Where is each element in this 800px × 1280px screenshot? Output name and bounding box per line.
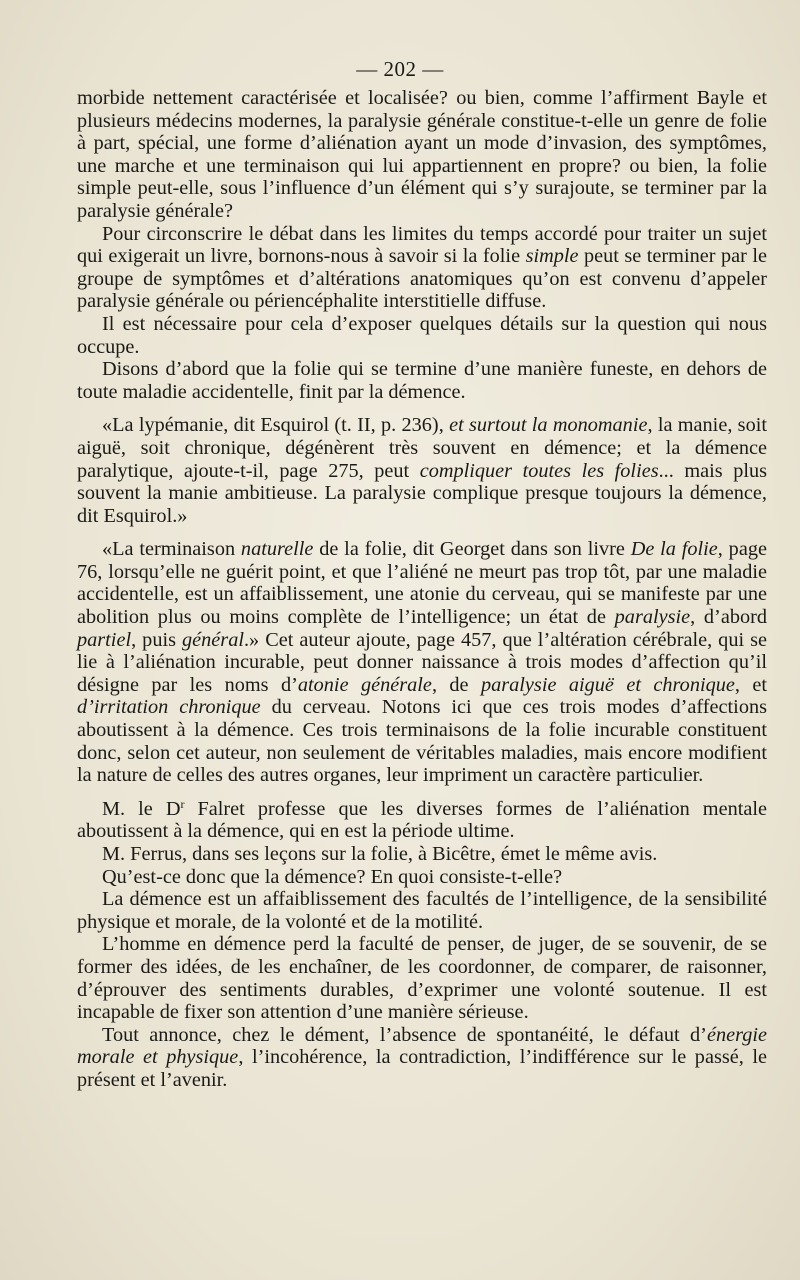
text-run: , et <box>734 673 767 696</box>
text-run: , d’abord <box>690 606 767 629</box>
italic-run: paralysie <box>614 606 691 629</box>
text-run: La démence est un affaiblissement des facultés de l’intelligence, de la sensibilité physique et morale, de la volonté et de la motilité. <box>77 888 767 933</box>
italic-run: général <box>182 628 244 651</box>
text-run: , page 76, lorsqu’elle ne guérit point, et que l’aliéné ne meurt pas trop tôt, par une maladie accidentelle, est un affaiblissement, une atonie du cerveau, qui se manifeste par une abolition plus ou moins complète de l’intelligence; un état de <box>77 538 767 629</box>
italic-run: et surtout la monomanie <box>449 414 648 437</box>
italic-run: naturelle <box>240 538 314 561</box>
body-text <box>77 87 767 1092</box>
text-run: Disons d’abord que la folie qui se termine d’une manière funeste, en dehors de toute maladie accidentelle, finit par la démence. <box>77 358 767 403</box>
text-run: du cerveau. Notons ici que ces trois modes d’affections aboutissent à la démence. Ces trois terminaisons de la folie incurable constituent donc, selon cet auteur, non seulement de véritables maladies, mais encore modifient la nature de celles des autres organes, leur impriment un caractère particulier. <box>77 696 767 787</box>
italic-run: De la folie <box>630 538 718 561</box>
text-run: Pour circonscrire le débat dans les limites du temps accordé pour traiter un sujet qui exigerait un livre, bornons-nous à savoir si la folie <box>77 222 767 268</box>
italic-run: paralysie aiguë et chronique <box>480 673 735 696</box>
italic-run: compliquer toutes les folies <box>419 459 659 482</box>
text-run: .» Cet auteur ajoute, page 457, que l’altération cérébrale, qui se lie à l’aliénation incurable, peut donner naissance à trois modes d’affection qu’il désigne par les noms d’ <box>77 628 767 696</box>
paragraph-3 <box>77 313 767 358</box>
italic-run: énergie morale et physique <box>77 1023 767 1069</box>
text-run: , la manie, soit aiguë, soit chronique, dégénèrent très souvent en démence; et la démence paralytique, ajoute-t-il, page 275, peut <box>77 414 767 482</box>
text-run: «La terminaison <box>102 538 241 561</box>
text-run: Qu’est-ce donc que la démence? En quoi consiste-t-elle? <box>102 865 563 888</box>
quote-esquirol <box>77 414 767 527</box>
text-run: , puis <box>131 628 183 651</box>
italic-run: simple <box>525 245 579 268</box>
italic-run: partiel <box>77 628 132 651</box>
text-run: de la folie, dit Georget dans son livre <box>313 538 631 561</box>
paragraph-4 <box>77 358 767 403</box>
paragraph-definition <box>77 888 767 933</box>
text-run: «La lypémanie, dit Esquirol (t. II, p. 236), <box>102 414 450 437</box>
paragraph-conclusion <box>77 1024 767 1092</box>
text-run: M. le D <box>102 797 181 820</box>
italic-run: atonie générale <box>297 673 432 696</box>
text-run: morbide nettement caractérisée et localisée? ou bien, comme l’affirment Bayle et plusieurs médecins modernes, la paralysie générale constitue-t-elle un genre de folie à part, spécial, une forme d’aliénation ayant un mode d’invasion, des symptômes, une marche et une terminaison qui lui appartiennent en propre? ou bien, la folie simple peut-elle, sous l’influence d’un élément qui s’y surajoute, se terminer par la paralysie générale? <box>77 87 767 222</box>
superscript-run: r <box>180 796 185 811</box>
text-run: Il est nécessaire pour cela d’exposer quelques détails sur la question qui nous occupe. <box>77 312 767 358</box>
text-run: Falret professe que les diverses formes de l’aliénation mentale aboutissent à la démence, qui en est la période ultime. <box>77 797 767 843</box>
text-run: peut se terminer par le groupe de symptômes et d’altérations anatomiques qu’on est convenu d’appeler paralysie générale ou périencéphalite interstitielle diffuse. <box>77 245 767 313</box>
paragraph-ferrus <box>77 843 767 866</box>
text-run: Tout annonce, chez le dément, l’absence de spontanéité, le défaut d’ <box>102 1023 707 1046</box>
italic-run: d’irritation chronique <box>77 696 261 719</box>
paragraph-faculties <box>77 933 767 1023</box>
text-run: L’homme en démence perd la faculté de penser, de juger, de se souvenir, de se former des idées, de les enchaîner, de les coordonner, de comparer, de raisonner, d’éprouver des sentiments durables, d’exprimer une volonté soutenue. Il est incapable de fixer son attention d’une manière sérieuse. <box>77 933 767 1024</box>
paragraph-1 <box>77 87 767 223</box>
page-number: — 202 — <box>356 57 444 81</box>
text-run: M. Ferrus, dans ses leçons sur la folie, à Bicêtre, émet le même avis. <box>102 843 658 865</box>
quote-georget <box>77 538 767 787</box>
text-run: , l’incohérence, la contradiction, l’indifférence sur le passé, le présent et l’avenir. <box>77 1046 768 1091</box>
text-run: ... mais plus souvent la manie ambitieuse. La paralysie complique presque toujours la démence, dit Esquirol.» <box>77 459 768 527</box>
text-run: , de <box>431 673 481 696</box>
paragraph-2 <box>77 223 767 313</box>
paragraph-falret <box>77 798 767 843</box>
paragraph-question <box>77 866 767 889</box>
